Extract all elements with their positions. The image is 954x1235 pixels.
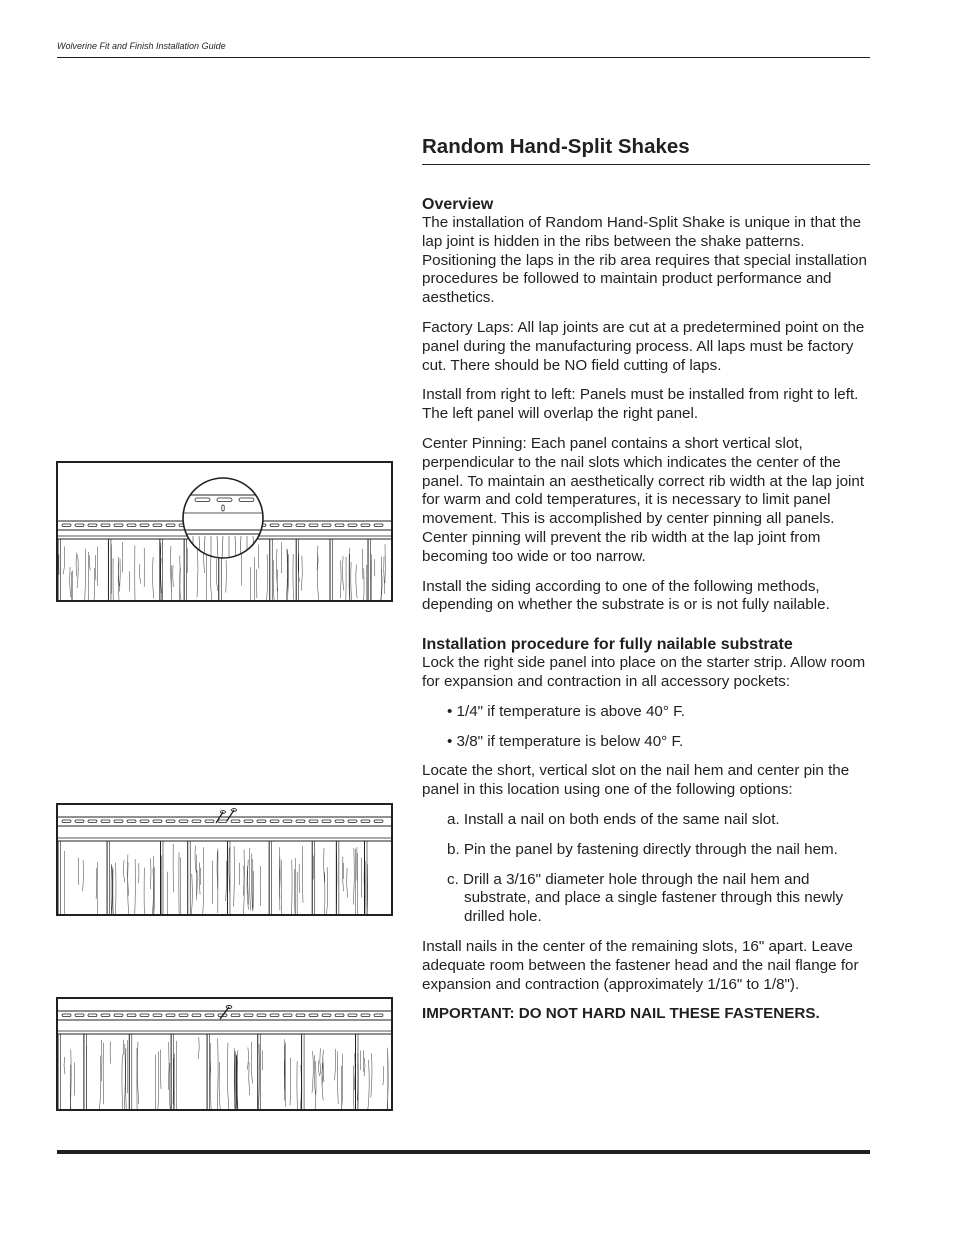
siding-panel [58, 817, 391, 914]
bullet-item: • 1/4" if temperature is above 40° F. [447, 702, 685, 720]
option-text: c. Drill a 3/16" diameter hole through the nail hem and substrate, and place a single fastener through this newly drilled hole. [447, 870, 844, 926]
paragraph: Install the siding according to one of the following methods, depending on whether the substrate is or is not fully nailable. [422, 577, 830, 614]
option-item [422, 811, 870, 830]
section-title: Random Hand-Split Shakes [422, 130, 870, 165]
siding-panel [58, 1011, 391, 1109]
paragraph: The installation of Random Hand-Split Shake is unique in that the lap joint is hidden in the ribs between the shake patterns. Positioning the laps in the rib area requires that special installation procedures be followed to maintain product performance and aesthetics. [422, 214, 867, 307]
paragraph: Factory Laps: All lap joints are cut at a predetermined point on the panel during the manufacturing process. All laps must be factory cut. There should be NO field cutting of laps. [422, 318, 865, 374]
nail-icon [220, 1006, 232, 1020]
paragraph: Install from right to left: Panels must be installed from right to left. The left panel will overlap the right panel. [422, 386, 859, 423]
option-text: a. Install a nail on both ends of the same nail slot. [447, 810, 780, 828]
figure-center-slot-magnified [56, 461, 393, 602]
option-item [422, 841, 870, 860]
bullet-item: • 3/8" if temperature is below 40° F. [447, 732, 684, 750]
procedure-heading: Installation procedure for fully nailable substrate [422, 636, 793, 654]
footer-rule [57, 1150, 870, 1154]
option-item [422, 871, 870, 927]
figure-pin-through-hem [56, 997, 393, 1111]
important-note: IMPORTANT: DO NOT HARD NAIL THESE FASTENERS. [422, 1005, 820, 1023]
running-header: Wolverine Fit and Finish Installation Guide [57, 41, 226, 51]
paragraph: Lock the right side panel into place on the starter strip. Allow room for expansion and contraction in all accessory pockets: [422, 654, 866, 690]
header-rule [57, 57, 870, 58]
paragraph: Locate the short, vertical slot on the nail hem and center pin the panel in this location using one of the following options: [422, 762, 850, 799]
figure-nails-both-ends [56, 803, 393, 916]
paragraph: Center Pinning: Each panel contains a short vertical slot, perpendicular to the nail slots which indicates the center of the panel. To maintain an aesthetically correct rib width at the lap joint for warm and cold temperatures, it is necessary to limit panel movement. This is accomplished by center pinning all panels. Center pinning will prevent the rib width at the lap joint from becoming too wide or too narrow. [422, 434, 865, 565]
paragraph: Install nails in the center of the remaining slots, 16" apart. Leave adequate room between the fastener head and the nail flange for expansion and contraction (approximately 1/16" to 1/8"). [422, 937, 859, 993]
overview-heading: Overview [422, 196, 494, 213]
main-content [422, 130, 870, 1035]
nail-pair-icon [216, 809, 237, 823]
option-text: b. Pin the panel by fastening directly through the nail hem. [447, 840, 838, 858]
